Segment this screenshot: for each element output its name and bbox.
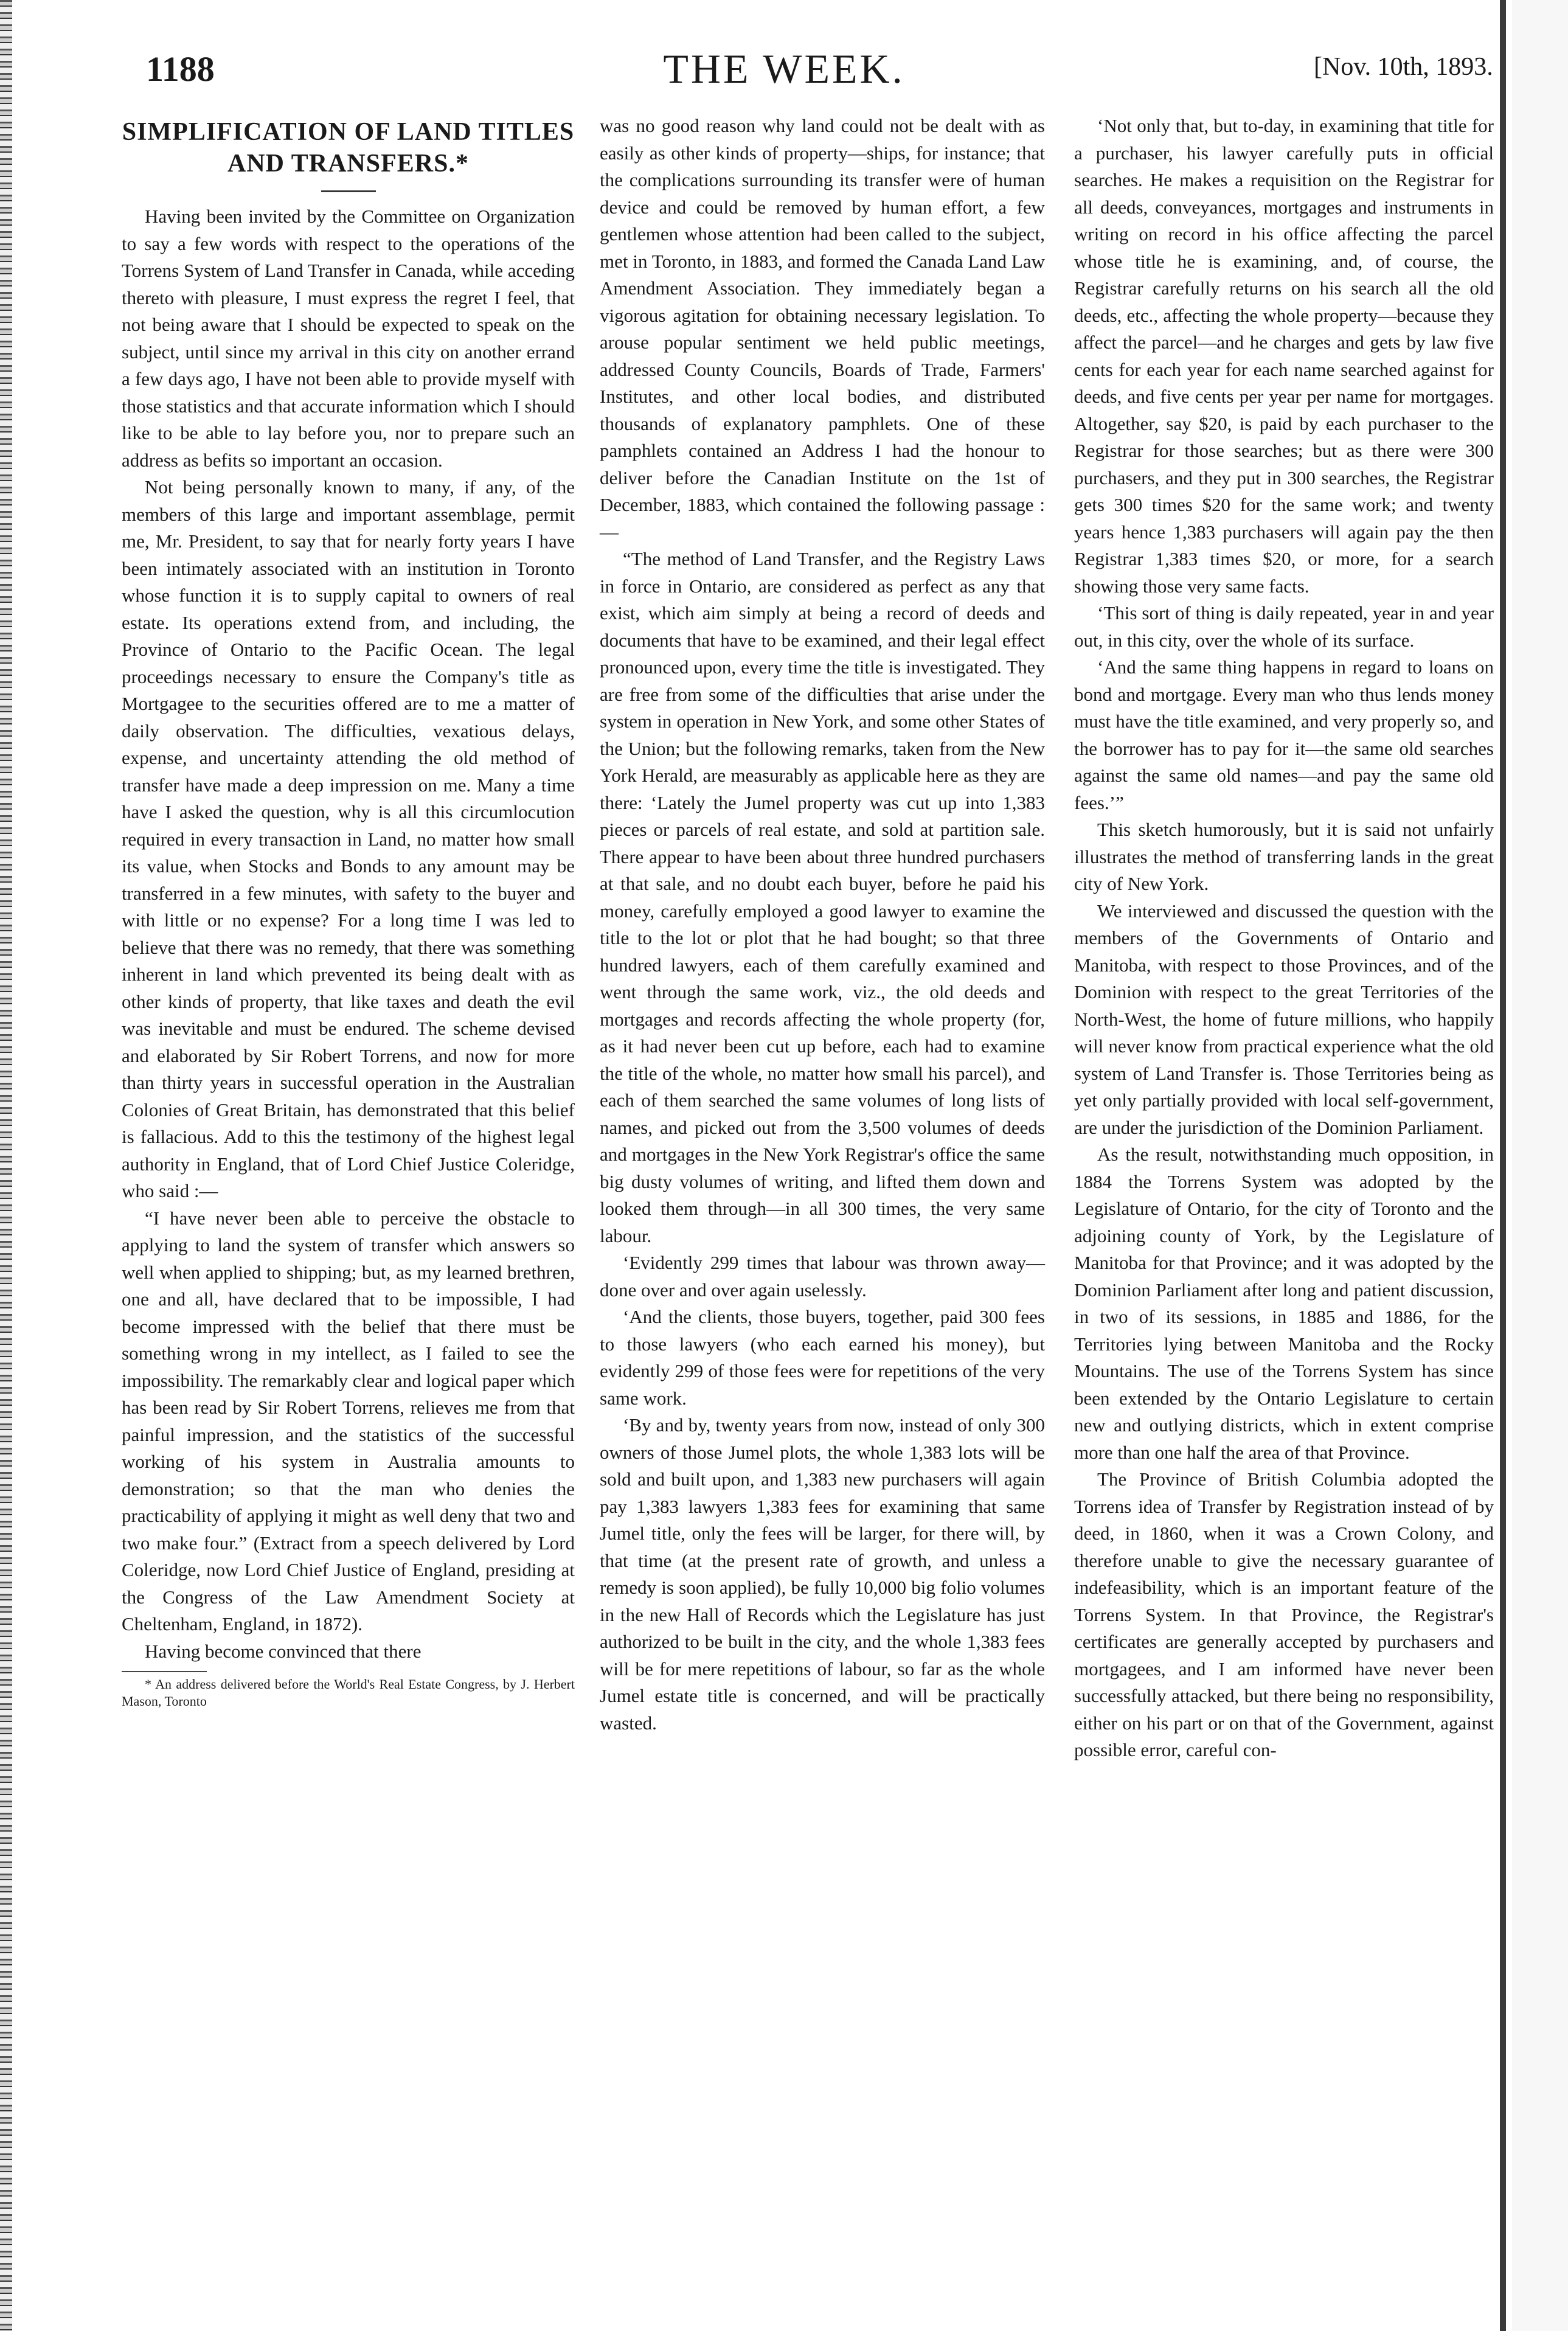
paragraph: ‘Evidently 299 times that labour was thrown away—done over and over again uselessly. <box>600 1252 1045 1301</box>
page-number: 1188 <box>146 49 215 89</box>
paragraph: ‘By and by, twenty years from now, instead of only 300 owners of those Jumel plots, the whole 1,383 lots will be sold and built upon, and 1,383 new purchasers will again pay 1,383 lawyers 1,383 fees for examining that same Jumel title, only the fees will be larger, for there will, by that time (at the present rate of growth, and unless a remedy is soon applied), be fully 10,000 big folio volumes in the new Hall of Records which the Legislature has just authorized to be built in the city, and the whole 1,383 fees will be for mere repetitions of labour, so far as the whole Jumel estate title is concerned, and will be practically wasted. <box>600 1414 1045 1734</box>
page-header <box>0 36 1568 103</box>
title-rule <box>321 190 376 192</box>
facing-page-margin <box>1512 0 1568 2331</box>
paragraph: We interviewed and discussed the question with the members of the Governments of Ontario and Manitoba, with respect to those Provinces, and of the Dominion with respect to the great Territories of the North-West, the home of future millions, who happily will never know from practical experience what the old system of Land Transfer is. Those Territories being as yet only partially provided with local self-government, are under the jurisdiction of the Dominion Parliament. <box>1074 900 1494 1138</box>
footnote-rule <box>122 1671 207 1672</box>
paragraph: This sketch humorously, but it is said not unfairly illustrates the method of transferring lands in the great city of New York. <box>1074 819 1494 894</box>
coleridge-quote: “I have never been able to perceive the obstacle to applying to land the system of transfer which answers so well when applied to shipping; but, as my learned brethren, one and all, have declared that to be impossible, I had become impressed with the belief that there must be something wrong in my intellect, as I failed to see the impossibility. The remarkably clear and logical paper which has been read by Sir Robert Torrens, relieves me from that painful impression, and the statistics of the successful working of his system in Australia amounts to demonstration; so that the man who denies the practicability of applying it might as well deny that two and two make four.” (Extract from a speech delivered by Lord Coleridge, now Lord Chief Justice of England, presiding at the Congress of the Law Amendment Society at Cheltenham, England, in 1872). <box>122 1207 575 1634</box>
paragraph: ‘And the same thing happens in regard to loans on bond and mortgage. Every man who thus lends money must have the title examined, and very properly so, and the borrower has to pay for it—the same old searches against the same old names—and pay the same old fees.’” <box>1074 656 1494 813</box>
scanned-page-edge <box>0 0 12 2331</box>
page-gutter <box>1500 0 1506 2331</box>
column-2 <box>600 113 1045 1737</box>
article-title <box>122 116 575 179</box>
issue-date: [Nov. 10th, 1893. <box>1314 53 1493 81</box>
paragraph: “The method of Land Transfer, and the Registry Laws in force in Ontario, are considered as perfect as any that exist, which aim simply at being a record of deeds and documents that have to be examined, and their legal effect pronounced upon, every time the title is investigated. They are free from some of the difficulties that arise under the system in operation in New York, and some other States of the Union; but the following remarks, taken from the New York Herald, are measurably as applicable here as they are there: ‘Lately the Jumel property was cut up into 1,383 pieces or parcels of real estate, and sold at partition sale. There appear to have been about three hundred purchasers at that sale, and no doubt each buyer, before he paid his money, carefully employed a good lawyer to examine the title to the lot or plot that he had bought; so that three hundred lawyers, each of them carefully examined and went through the same work, viz., the old deeds and mortgages and records affecting the whole property (for, as it had never been cut up before, each had to examine the title of the whole, no matter how small his parcel), and each of them searched the same volumes of long lists of names, and picked out from the 3,500 volumes of deeds and mortgages in the New York Registrar's office the same big dusty volumes of writing, and lifted them down and looked them through—in all 300 times, the very same labour. <box>600 548 1045 1246</box>
paragraph: Having become convinced that there <box>145 1640 421 1662</box>
article-title-line-1: SIMPLIFICATION OF LAND TITLES <box>122 118 575 146</box>
paragraph: The Province of British Columbia adopted the Torrens idea of Transfer by Registration instead of by deed, in 1860, when it was a Crown Colony, and therefore unable to give the necessary guarantee of indefeasibility, which is an important feature of the Torrens System. In that Province, the Registrar's certificates are generally accepted by purchasers and mortgagees, and I am informed have never been successfully attacked, but there being no responsibility, either on his part or on that of the Government, against possible error, careful con- <box>1074 1468 1494 1760</box>
article-title-line-2: AND TRANSFERS.* <box>227 150 469 178</box>
paragraph: Having been invited by the Committee on Organization to say a few words with respect to the operations of the Torrens System of Land Transfer in Canada, while acceding thereto with pleasure, I must express the regret I feel, that not being aware that I should be expected to speak on the subject, until since my arrival in this city on another errand a few days ago, I have not been able to provide myself with those statistics and that accurate information which I should like to be able to lay before you, nor to prepare such an address as befits so important an occasion. <box>122 206 575 471</box>
paragraph: ‘This sort of thing is daily repeated, year in and year out, in this city, over the whole of its surface. <box>1074 602 1494 651</box>
paragraph: ‘And the clients, those buyers, together, paid 300 fees to those lawyers (who each earned his money), but evidently 299 of those fees were for repetitions of the very same work. <box>600 1306 1045 1409</box>
column-3 <box>1074 113 1494 1764</box>
paragraph: Not being personally known to many, if any, of the members of this large and important assemblage, permit me, Mr. President, to say that for nearly forty years I have been intimately associated with an institution in Toronto whose function it is to supply capital to owners of real estate. Its operations extend from, and including, the Province of Ontario to the Pacific Ocean. The legal proceedings necessary to ensure the Company's title as Mortgagee to the securities offered are to me a matter of daily observation. The difficulties, vexatious delays, expense, and uncertainty attending the old method of transfer have made a deep impression on me. Many a time have I asked the question, why is all this circumlocution required in every transaction in Land, no matter how small its value, when Stocks and Bonds to any amount may be transferred in a few minutes, with safety to the buyer and with little or no expense? For a long time I was led to believe that there was no remedy, that there was something inherent in land which prevented its being dealt with as other kinds of property, that like taxes and death the evil was inevitable and must be endured. The scheme devised and elaborated by Sir Robert Torrens, and now for more than thirty years in successful operation in the Australian Colonies of Great Britain, has demonstrated that this belief is fallacious. Add to this the testimony of the highest legal authority in England, that of Lord Chief Justice Coleridge, who said :— <box>122 476 575 1201</box>
paragraph: ‘Not only that, but to-day, in examining that title for a purchaser, his lawyer carefully puts in official searches. He makes a requisition on the Registrar for all deeds, conveyances, mortgages and instruments in writing on record in his office affecting the parcel whose title he is examining, and, of course, the Registrar carefully returns on his search all the old deeds, etc., affecting the whole property—because they affect the parcel—and he charges and gets by law five cents for each year for each name searched against for deeds, and five cents per year per name for mortgages. Altogether, say $20, is paid by each purchaser to the Registrar for those searches; but as there were 300 purchasers, and they put in 300 searches, the Registrar gets 300 times $20 for the same work; and twenty years hence 1,383 purchasers will again pay the then Registrar 1,383 times $20, or more, for a search showing those very same facts. <box>1074 115 1494 597</box>
journal-title: THE WEEK. <box>663 46 905 92</box>
column-1 <box>122 113 575 1710</box>
footnote: * An address delivered before the World's Real Estate Congress, by J. Herbert Mason, Toronto <box>122 1676 575 1709</box>
paragraph: As the result, notwithstanding much opposition, in 1884 the Torrens System was adopted by the Legislature of Ontario, for the city of Toronto and the adjoining county of York, by the Legislature of Manitoba for that Province; and it was adopted by the Dominion Parliament after long and patient discussion, in two of its sessions, in 1885 and 1886, for the Territories lying between Manitoba and the Rocky Mountains. The use of the Torrens System has since been extended by the Ontario Legislature to certain new and outlying districts, which in extent comprise more than one half the area of that Province. <box>1074 1144 1494 1463</box>
paragraph: was no good reason why land could not be dealt with as easily as other kinds of property—ships, for instance; that the complications surrounding its transfer were of human device and could be removed by human effort, a few gentlemen whose attention had been called to the subject, met in Toronto, in 1883, and formed the Canada Land Law Amendment Association. They immediately began a vigorous agitation for obtaining necessary legislation. To arouse popular sentiment we held public meetings, addressed County Councils, Boards of Trade, Farmers' Institutes, and other local bodies, and distributed thousands of explanatory pamphlets. One of these pamphlets contained an Address I had the honour to deliver before the Canadian Institute on the 1st of December, 1883, which contained the following passage :— <box>600 115 1045 543</box>
